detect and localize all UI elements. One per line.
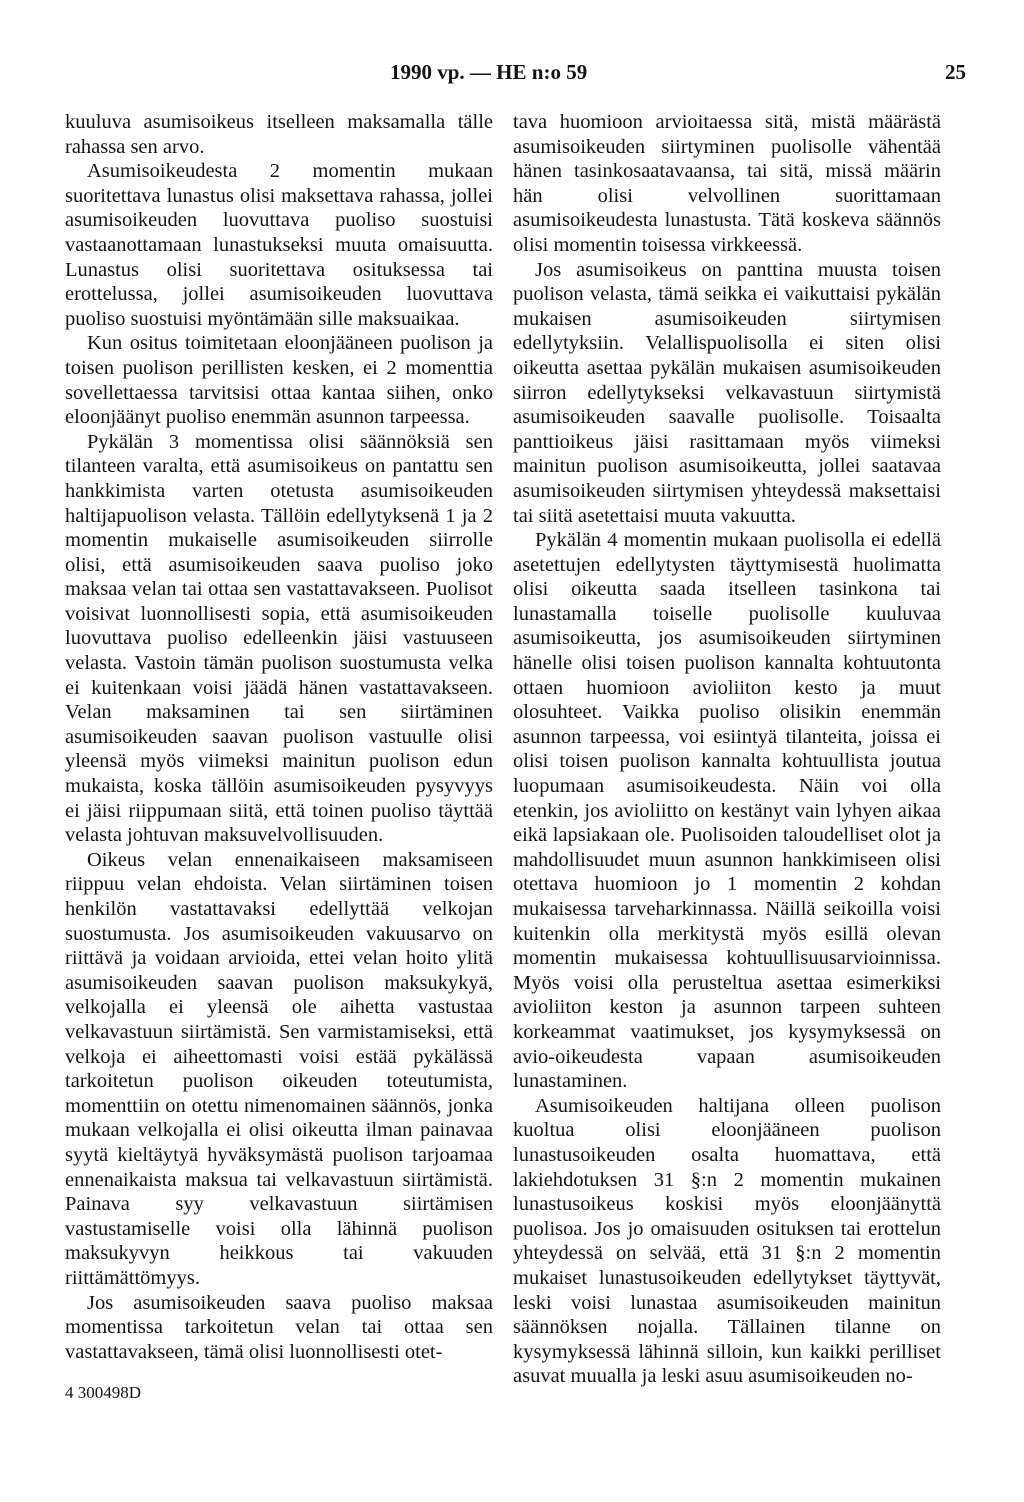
paragraph: Kun ositus toimitetaan eloonjääneen puolison ja toisen puolison perillisten kesken, ei 2 momenttia sovellettaessa tarvitsisi ottaa kantaa siihen, onko eloonjäänyt puoliso enemmän asunnon tarpeessa. [65, 332, 493, 429]
paragraph: Jos asumisoikeus on panttina muusta toisen puolison velasta, tämä seikka ei vaikuttaisi pykälän mukaisen asumisoikeuden siirtymisen edellytyksiin. Velallispuolisolla ei siten olisi oikeutta asettaa pykälän mukaisen asumisoikeuden siirron edellytykseksi velkavastuun siirtymistä asumisoikeuden saavalle puolisolle. Toisaalta panttioikeus jäisi rasittamaan myös viimeksi mainitun puolison asumisoikeutta, jollei saatavaa asumisoikeuden siirtymisen yhteydessä maksettaisi tai siitä asetettaisi muuta vakuutta. [513, 258, 941, 527]
right-column [513, 110, 941, 1389]
paragraph: kuuluva asumisoikeus itselleen maksamalla tälle rahassa sen arvo. [65, 111, 493, 158]
paragraph: Jos asumisoikeuden saava puoliso maksaa momentissa tarkoitetun velan tai ottaa sen vastattavakseen, tämä olisi luonnollisesti otet- [65, 1291, 493, 1363]
page-footer [65, 1383, 141, 1403]
paragraph: Pykälän 4 momentin mukaan puolisolla ei edellä asetettujen edellytysten täyttymisestä huolimatta olisi oikeutta saada itselleen tasinkona tai lunastamalla toiselle puolisolle kuuluvaa asumisoikeutta, jos asumisoikeuden siirtyminen hänelle olisi toisen puolison kannalta kohtuutonta ottaen huomioon avioliiton kesto ja muut olosuhteet. Vaikka puoliso olisikin enemmän asunnon tarpeessa, voi esiintyä tilanteita, joissa ei olisi toisen puolison kannalta kohtuullista joutua luopumaan asumisoikeudesta. Näin voi olla etenkin, jos avioliitto on kestänyt vain lyhyen aikaa eikä lapsiakaan ole. Puolisoiden taloudelliset olot ja mahdollisuudet muun asunnon hankkimiseen olisi otettava huomioon jo 1 momentin 2 kohdan mukaisessa tarveharkinnassa. Näillä seikoilla voisi kuitenkin olla merkitystä myös esillä olevan momentin mukaisessa kohtuullisuusarvioinnissa. Myös voisi olla perusteltua asettaa esimerkiksi avioliiton keston ja asunnon tarpeen suhteen korkeammat vaatimukset, jos kysymyksessä on avio-oikeudesta vapaan asumisoikeuden lunastaminen. [513, 529, 941, 1093]
print-code: 4 300498D [65, 1383, 142, 1402]
paragraph: Oikeus velan ennenaikaiseen maksamiseen riippuu velan ehdoista. Velan siirtäminen toisen henkilön vastattavaksi edellyttää velkojan suostumusta. Jos asumisoikeuden vakuusarvo on riittävä ja voidaan arvioida, ettei velan hoito ylitä asumisoikeuden saavan puolison maksukykyä, velkojalla ei yleensä ole aihetta vastustaa velkavastuun siirtämistä. Sen varmistamiseksi, että velkoja ei aiheettomasti voisi estää pykälässä tarkoitetun puolison oikeuden toteutumista, momenttiin on otettu nimenomainen säännös, jonka mukaan velkojalla ei olisi oikeutta ilman painavaa syytä kieltäytyä hyväksymästä puolison tarjoamaa ennenaikaista maksua tai velkavastuun siirtämistä. Painava syy velkavastuun siirtämisen vastustamiselle voisi olla lähinnä puolison maksukyvyn heikkous tai vakuuden riittämättömyys. [65, 848, 493, 1289]
page-number: 25 [945, 60, 966, 84]
paragraph: tava huomioon arvioitaessa sitä, mistä määrästä asumisoikeuden siirtyminen puolisolle vähentää hänen tasinkosaatavaansa, tai sitä, missä määrin hän olisi velvollinen suorittamaan asumisoikeudesta lunastusta. Tätä koskeva säännös olisi momentin toisessa virkkeessä. [513, 111, 941, 256]
left-column [65, 110, 493, 1364]
paragraph: Pykälän 3 momentissa olisi säännöksiä sen tilanteen varalta, että asumisoikeus on pantattu sen hankkimista varten otetusta asumisoikeuden haltijapuolison velasta. Tällöin edellytyksenä 1 ja 2 momentin mukaiselle asumisoikeuden siirrolle olisi, että asumisoikeuden saava puoliso joko maksaa velan tai ottaa sen vastattavakseen. Puolisot voisivat luonnollisesti sopia, että asumisoikeuden luovuttava puoliso edelleenkin jäisi vastuuseen velasta. Vastoin tämän puolison suostumusta velka ei kuitenkaan voisi jäädä hänen vastattavakseen. Velan maksaminen tai sen siirtäminen asumisoikeuden saavan puolison vastuulle olisi yleensä myös viimeksi mainitun puolison edun mukaista, koska tällöin asumisoikeuden pysyvyys ei jäisi riippumaan siitä, että toinen puoliso täyttää velasta johtuvan maksuvelvollisuuden. [65, 430, 493, 847]
paragraph: Asumisoikeudesta 2 momentin mukaan suoritettava lunastus olisi maksettava rahassa, jollei asumisoikeuden luovuttava puoliso suostuisi vastaanottamaan lunastukseksi muuta omaisuutta. Lunastus olisi suoritettava osituksessa tai erottelussa, jollei asumisoikeuden luovuttava puoliso suostuisi myöntämään sille maksuaikaa. [65, 160, 493, 330]
paragraph: Asumisoikeuden haltijana olleen puolison kuoltua olisi eloonjääneen puolison lunastusoikeuden osalta huomattava, että lakiehdotuksen 31 §:n 2 momentin mukainen lunastusoikeus koskisi myös eloonjäänyttä puolisoa. Jos jo omaisuuden osituksen tai erottelun yhteydessä on selvää, että 31 §:n 2 momentin mukaiset lunastusoikeuden edellytykset täyttyvät, leski voisi lunastaa asumisoikeuden mainitun säännöksen nojalla. Tällainen tilanne on kysymyksessä lähinnä silloin, kun kaikki perilliset asuvat muualla ja leski asuu asumisoikeuden no- [513, 1094, 941, 1388]
document-title: 1990 vp. — HE n:o 59 [390, 60, 588, 84]
page-header [0, 60, 1024, 90]
